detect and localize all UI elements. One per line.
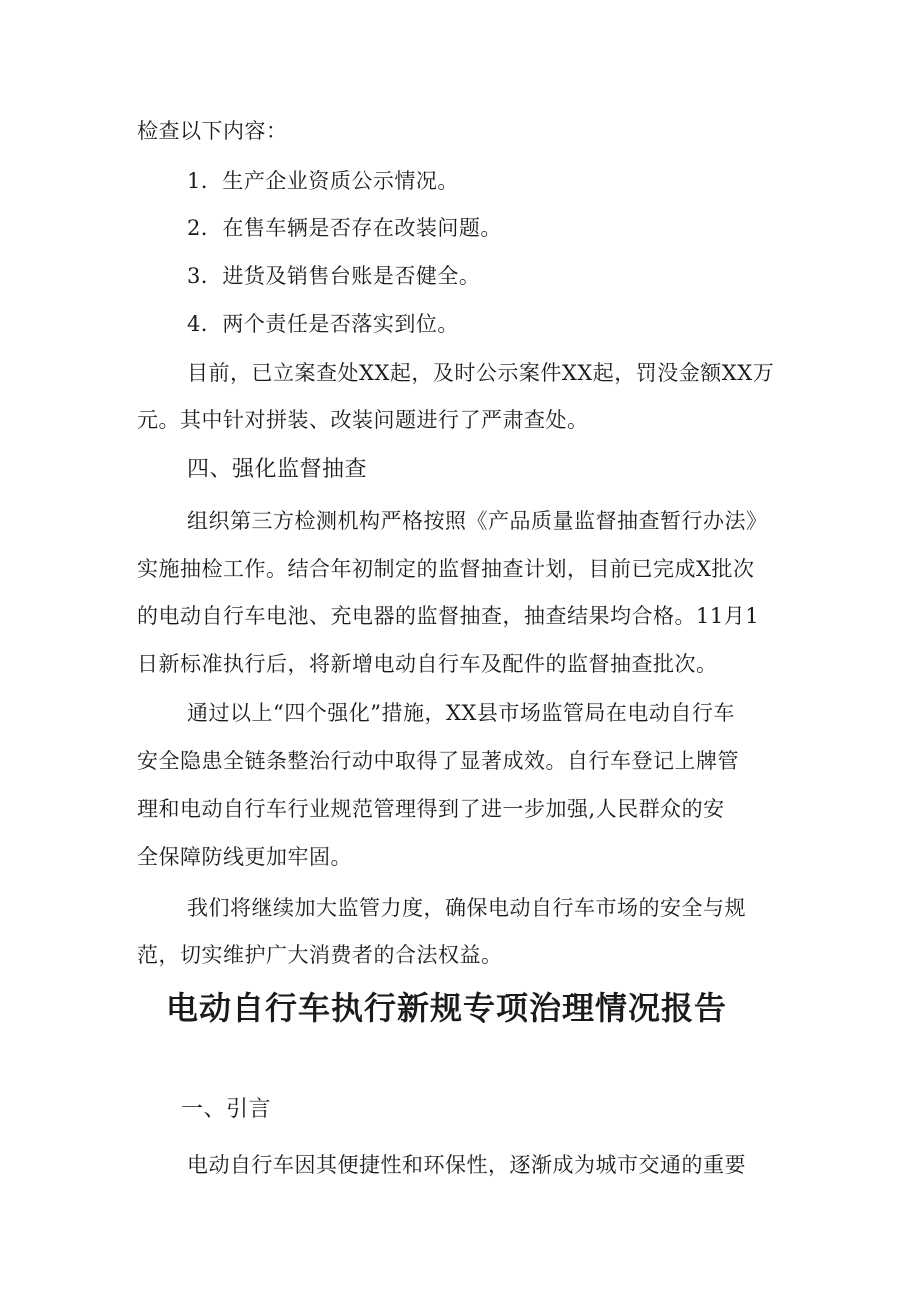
- para2-line3: 的电动自行车电池、充电器的监督抽查，抽查结果均合格。11月1: [137, 604, 760, 628]
- para3-line4: 全保障防线更加牢固。: [137, 845, 352, 869]
- intro-line: 检查以下内容：: [137, 119, 288, 143]
- section4-heading: 四、强化监督抽查: [187, 457, 368, 482]
- para3-line2: 安全隐患全链条整治行动中取得了显著成效。自行车登记上牌管: [137, 749, 739, 773]
- para1-line2: 元。其中针对拼装、改装问题进行了严肃查处。: [137, 408, 589, 432]
- para2-line2: 实施抽检工作。结合年初制定的监督抽查计划，目前已完成X批次: [137, 557, 755, 581]
- section1-heading: 一、引言: [181, 1097, 272, 1122]
- para5-line1: 电动自行车因其便捷性和环保性，逐渐成为城市交通的重要: [187, 1153, 746, 1177]
- check-item-2: 2．在售车辆是否存在改装问题。: [187, 216, 502, 240]
- para1-line1: 目前，已立案查处XX起，及时公示案件XX起，罚没金额XX万: [187, 361, 775, 385]
- para4-line2: 范，切实维护广大消费者的合法权益。: [137, 943, 503, 967]
- report-title: 电动自行车执行新规专项治理情况报告: [166, 989, 728, 1027]
- para4-line1: 我们将继续加大监管力度，确保电动自行车市场的安全与规: [187, 896, 746, 920]
- para2-line4: 日新标准执行后，将新增电动自行车及配件的监督抽查批次。: [137, 652, 718, 676]
- check-item-4: 4．两个责任是否落实到位。: [187, 312, 459, 336]
- para3-line1: 通过以上“四个强化”措施，XX县市场监管局在电动自行车: [187, 701, 735, 725]
- check-item-3: 3．进货及销售台账是否健全。: [187, 264, 481, 288]
- para2-line1: 组织第三方检测机构严格按照《产品质量监督抽查暂行办法》: [187, 509, 768, 533]
- check-item-1: 1．生产企业资质公示情况。: [187, 169, 459, 193]
- para3-line3: 理和电动自行车行业规范管理得到了进一步加强,人民群众的安: [137, 797, 725, 821]
